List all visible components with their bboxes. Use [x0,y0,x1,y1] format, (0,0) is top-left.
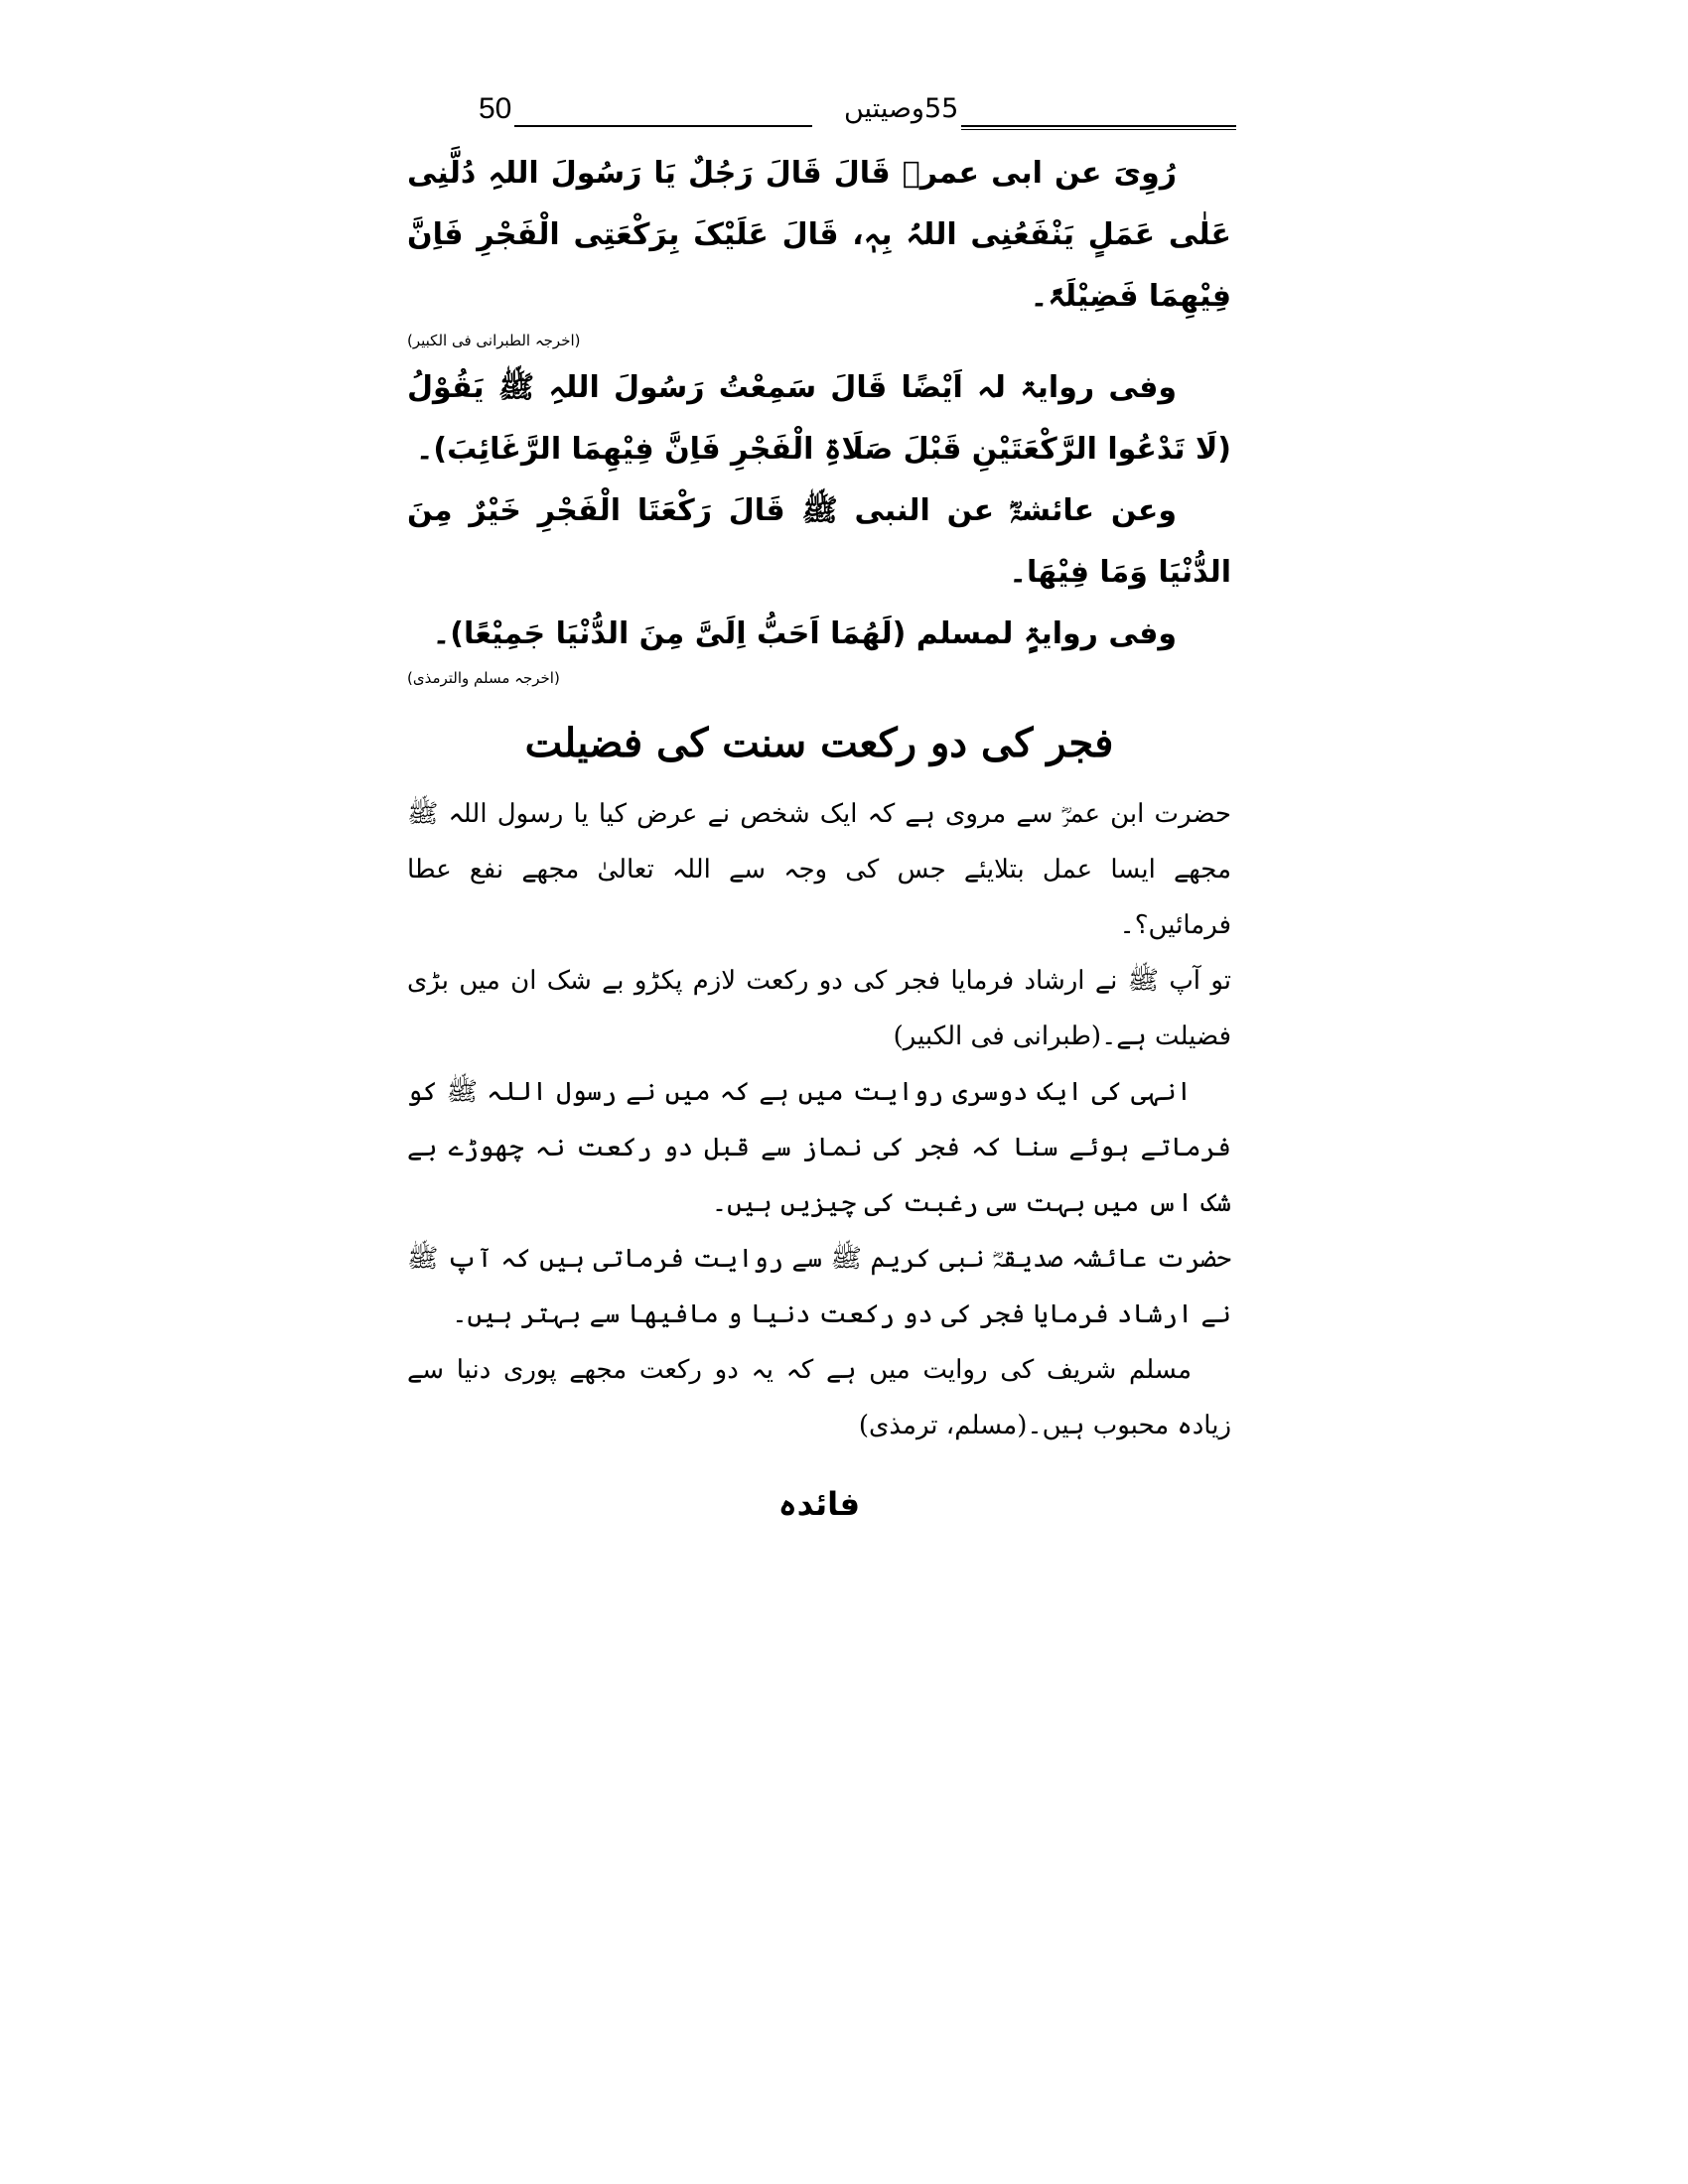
hadith-arabic-2: وفی روایۃ لہ اَیْضًا قَالَ سَمِعْتُ رَسُولَ اللہِ ﷺ یَقُوْلُ (لَا تَدْعُوا الرَّکْعَتَیْنِ قَبْلَ صَلَاۃِ الْفَجْرِ فَاِنَّ فِیْھِمَا الرَّغَائِبَ)۔ [407,370,1231,467]
hadith-reference-1: (اخرجہ الطبرانی فی الکبیر) [407,332,581,349]
hadith-arabic-1: رُوِیَ عن ابی عمرؓ قَالَ قَالَ رَجُلٌ یَا رَسُولَ اللہِ دُلَّنِی عَلٰی عَمَلٍ یَنْفَعُنِی اللہُ بِہٖ، قَالَ عَلَیْکَ بِرَکْعَتِی الْفَجْرِ فَاِنَّ فِیْھِمَا فَضِیْلَۃً۔ [407,156,1231,314]
urdu-paragraph-1: حضرت ابن عمرؓ سے مروی ہے کہ ایک شخص نے عرض کیا یا رسول اللہ ﷺ مجھے ایسا عمل بتلایئے جس کی وجہ سے اللہ تعالیٰ مجھے نفع عطا فرمائیں؟۔ [407,799,1231,940]
hadith-arabic-3: وعن عائشۃؓ عن النبی ﷺ قَالَ رَکْعَتَا الْفَجْرِ خَیْرٌ مِنَ الدُّنْیَا وَمَا فِیْھَا۔ [407,493,1231,590]
hadith-arabic-4: وفی روایۃٍ لمسلم (لَھُمَا اَحَبُّ اِلَیَّ مِنَ الدُّنْیَا جَمِیْعًا)۔ [432,616,1177,651]
header-rule-right-double [961,129,1236,130]
book-title: 55وصیتیں [844,93,959,124]
urdu-paragraph-5: مسلم شریف کی روایت میں ہے کہ یہ دو رکعت مجھے پوری دنیا سے زیادہ محبوب ہیں۔(مسلم، ترمذی) [407,1355,1231,1440]
section-heading: فجر کی دو رکعت سنت کی فضیلت [524,720,1114,766]
book-page [407,89,1231,1578]
page-number: 50 [479,92,512,125]
urdu-paragraph-4: حضرت عائشہ صدیقہؓ نبی کریم ﷺ سے روایت فرماتی ہیں کہ آپ ﷺ نے ارشاد فرمایا فجر کی دو رکعت دنیا و مافیھا سے بہتر ہیں۔ [407,1244,1231,1329]
faida-heading: فائدہ [777,1485,861,1523]
urdu-paragraph-2: تو آپ ﷺ نے ارشاد فرمایا فجر کی دو رکعت لازم پکڑو بے شک ان میں بڑی فضیلت ہے۔(طبرانی فی الکبیر) [407,966,1231,1051]
page-header [407,89,1231,135]
header-rule-right [961,125,1236,127]
hadith-reference-2: (اخرجہ مسلم والترمذی) [407,669,560,687]
header-rule-left [514,125,812,127]
urdu-paragraph-3: انہی کی ایک دوسری روایت میں ہے کہ میں نے رسول اللہ ﷺ کو فرماتے ہوئے سنا کہ فجر کی نماز سے قبل دو رکعت نہ چھوڑے بے شک اس میں بہت سی رغبت کی چیزیں ہیں۔ [407,1077,1231,1218]
